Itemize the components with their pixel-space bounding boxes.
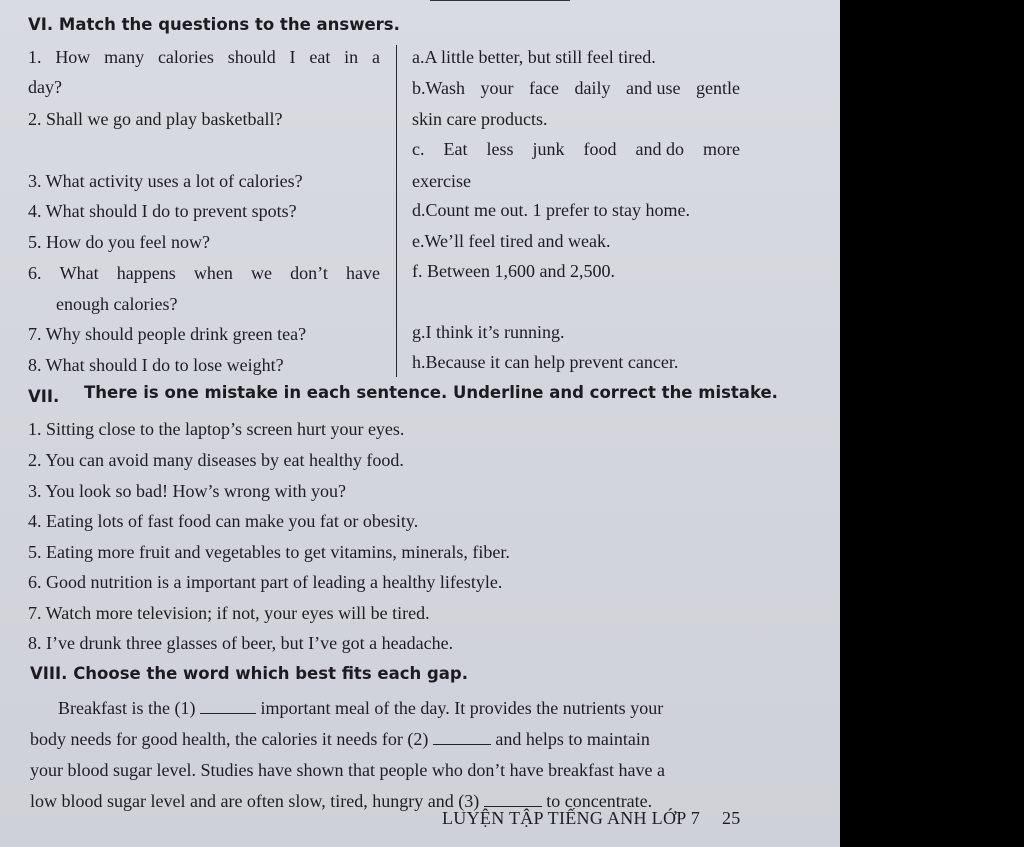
passage-line-2: body needs for good health, the calories it needs for (2) and helps to maintain bbox=[30, 729, 650, 749]
sentence-4: 4. Eating lots of fast food can make you fat or obesity. bbox=[28, 511, 419, 531]
page-footer bbox=[442, 808, 741, 829]
passage-line-3: your blood sugar level. Studies have shown that people who don’t have breakfast have a bbox=[30, 760, 666, 780]
question-6-line-1: 6. What happens when we don’t have bbox=[28, 263, 380, 283]
answer-a: a.A little better, but still feel tired. bbox=[412, 47, 656, 67]
question-2: 2. Shall we go and play basketball? bbox=[28, 109, 283, 129]
book-title: LUYỆN TẬP TIẾNG ANH LỚP 7 bbox=[442, 808, 700, 828]
question-1-line-2: day? bbox=[28, 77, 62, 97]
page-number: 25 bbox=[722, 808, 741, 828]
gap-1-blank[interactable] bbox=[200, 713, 256, 714]
section-vii-heading: There is one mistake in each sentence. Underline and correct the mistake. bbox=[84, 383, 778, 402]
sentence-2: 2. You can avoid many diseases by eat healthy food. bbox=[28, 450, 404, 470]
column-divider bbox=[396, 45, 397, 377]
sentence-8: 8. I’ve drunk three glasses of beer, but I’ve got a headache. bbox=[28, 633, 454, 653]
sentence-5: 5. Eating more fruit and vegetables to get vitamins, minerals, fiber. bbox=[28, 542, 510, 562]
sentence-6: 6. Good nutrition is a important part of leading a healthy lifestyle. bbox=[28, 572, 503, 592]
sentence-7: 7. Watch more television; if not, your eyes will be tired. bbox=[28, 603, 430, 623]
answer-e: e.We’ll feel tired and weak. bbox=[412, 231, 611, 251]
gap-3-blank[interactable] bbox=[484, 806, 542, 807]
question-8: 8. What should I do to lose weight? bbox=[28, 355, 284, 375]
answer-b-line-2: skin care products. bbox=[412, 109, 548, 129]
sentence-1: 1. Sitting close to the laptop’s screen hurt your eyes. bbox=[28, 419, 405, 439]
question-1-line-1: 1. How many calories should I eat in a bbox=[28, 47, 380, 67]
section-viii-heading: VIII. Choose the word which best fits each gap. bbox=[30, 664, 468, 683]
question-3: 3. What activity uses a lot of calories? bbox=[28, 171, 303, 191]
section-vii-numeral: VII. bbox=[28, 387, 60, 406]
passage-line-4: low blood sugar level and are often slow, tired, hungry and (3) to concentrate. bbox=[30, 791, 653, 811]
answer-b-line-1: b.Wash your face daily and use gentle bbox=[412, 78, 740, 98]
gap-2-blank[interactable] bbox=[433, 744, 491, 745]
answer-line-fragment bbox=[430, 0, 570, 1]
answer-c-line-2: exercise bbox=[412, 171, 471, 191]
answer-g: g.I think it’s running. bbox=[412, 322, 565, 342]
answer-h: h.Because it can help prevent cancer. bbox=[412, 352, 679, 372]
question-5: 5. How do you feel now? bbox=[28, 232, 210, 252]
question-7: 7. Why should people drink green tea? bbox=[28, 324, 307, 344]
question-4: 4. What should I do to prevent spots? bbox=[28, 201, 297, 221]
answer-d: d.Count me out. 1 prefer to stay home. bbox=[412, 200, 690, 220]
answer-c-line-1: c. Eat less junk food and do more bbox=[412, 139, 740, 159]
answer-f: f. Between 1,600 and 2,500. bbox=[412, 261, 615, 281]
passage-line-1: Breakfast is the (1) important meal of the day. It provides the nutrients your bbox=[58, 698, 664, 718]
question-6-line-2: enough calories? bbox=[56, 294, 178, 314]
sentence-3: 3. You look so bad! How’s wrong with you? bbox=[28, 481, 347, 501]
section-vi-heading: VI. Match the questions to the answers. bbox=[28, 15, 400, 34]
